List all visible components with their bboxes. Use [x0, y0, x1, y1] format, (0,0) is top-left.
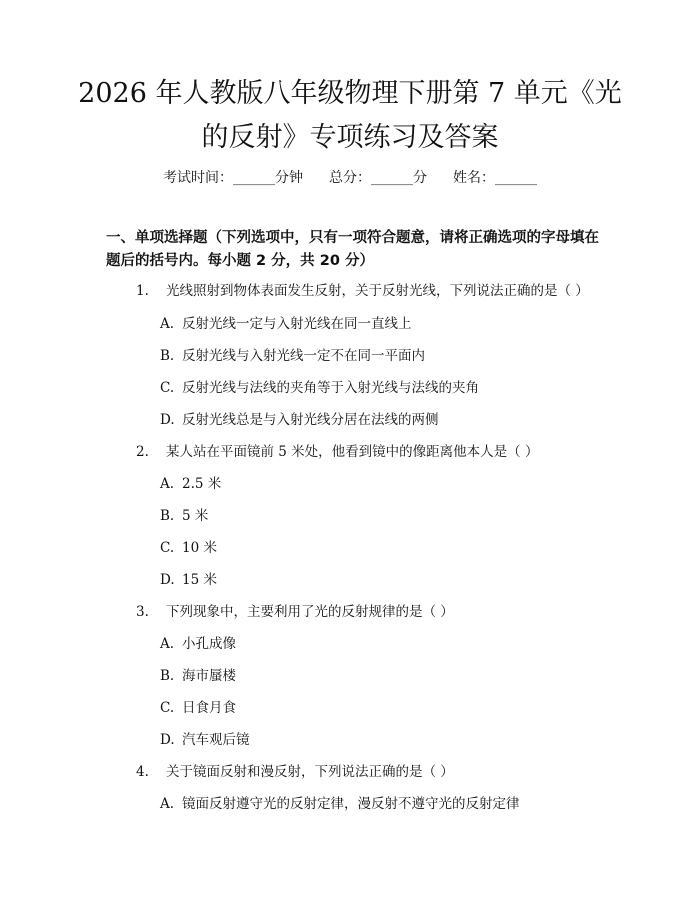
answer-option [160, 666, 236, 686]
answer-option [160, 634, 236, 654]
answer-option [160, 538, 217, 558]
option-letter: D. [160, 732, 175, 748]
option-letter: B. [160, 348, 175, 364]
title-line-2: 的反射》专项练习及答案 [201, 122, 499, 153]
option-text: 2.5 米 [182, 476, 222, 492]
option-letter: B. [160, 668, 175, 684]
option-text: 汽车观后镜 [182, 732, 250, 748]
question-text: 关于镜面反射和漫反射，下列说法正确的是（ ） [166, 764, 454, 780]
option-text: 日食月食 [182, 700, 236, 716]
option-text: 反射光线总是与入射光线分居在法线的两侧 [182, 412, 439, 428]
option-text: 10 米 [182, 540, 217, 556]
question-number: 2. [136, 444, 149, 460]
answer-option [160, 698, 236, 718]
option-letter: C. [160, 540, 175, 556]
question-number: 4. [136, 764, 149, 780]
option-text: 15 米 [182, 572, 217, 588]
answer-option [160, 378, 479, 398]
answer-option [160, 410, 439, 430]
section-heading: 一、单项选择题（下列选项中，只有一项符合题意，请将正确选项的字母填在题后的括号内。每小题 2 分，共 20 分） [106, 230, 599, 269]
option-text: 反射光线一定与入射光线在同一直线上 [182, 316, 412, 332]
option-text: 5 米 [182, 508, 209, 524]
option-letter: A. [160, 796, 175, 812]
question-stem [136, 602, 454, 622]
answer-option [160, 730, 250, 750]
option-letter: D. [160, 572, 175, 588]
question-text: 下列现象中，主要利用了光的反射规律的是（ ） [166, 604, 454, 620]
option-letter: C. [160, 700, 175, 716]
option-text: 反射光线与法线的夹角等于入射光线与法线的夹角 [182, 380, 479, 396]
question-stem [136, 762, 454, 782]
option-text: 反射光线与入射光线一定不在同一平面内 [182, 348, 425, 364]
student-name-field: 姓名：______ [453, 170, 537, 186]
option-letter: A. [160, 476, 175, 492]
question-stem [136, 442, 538, 462]
exam-time-field: 考试时间：______分钟 [163, 170, 303, 186]
question-text: 某人站在平面镜前 5 米处，他看到镜中的像距离他本人是（ ） [166, 444, 539, 460]
exam-meta [0, 168, 700, 188]
option-text: 镜面反射遵守光的反射定律，漫反射不遵守光的反射定律 [182, 796, 520, 812]
option-letter: C. [160, 380, 175, 396]
total-score-field: 总分：______分 [329, 170, 427, 186]
option-letter: A. [160, 316, 175, 332]
answer-option [160, 570, 217, 590]
question-text: 光线照射到物体表面发生反射，关于反射光线，下列说法正确的是（ ） [166, 283, 589, 299]
question-number: 3. [136, 604, 149, 620]
document-title [60, 72, 640, 160]
answer-option [160, 474, 221, 494]
answer-option [160, 314, 412, 334]
option-letter: A. [160, 636, 175, 652]
question-number: 1. [136, 283, 149, 299]
title-line-1: 2026 年人教版八年级物理下册第 7 单元《光 [78, 78, 622, 109]
answer-option [160, 346, 425, 366]
answer-option [160, 506, 208, 526]
option-letter: B. [160, 508, 175, 524]
question-stem [136, 281, 589, 301]
option-text: 小孔成像 [182, 636, 236, 652]
answer-option [160, 794, 520, 814]
option-text: 海市蜃楼 [182, 668, 236, 684]
option-letter: D. [160, 412, 175, 428]
